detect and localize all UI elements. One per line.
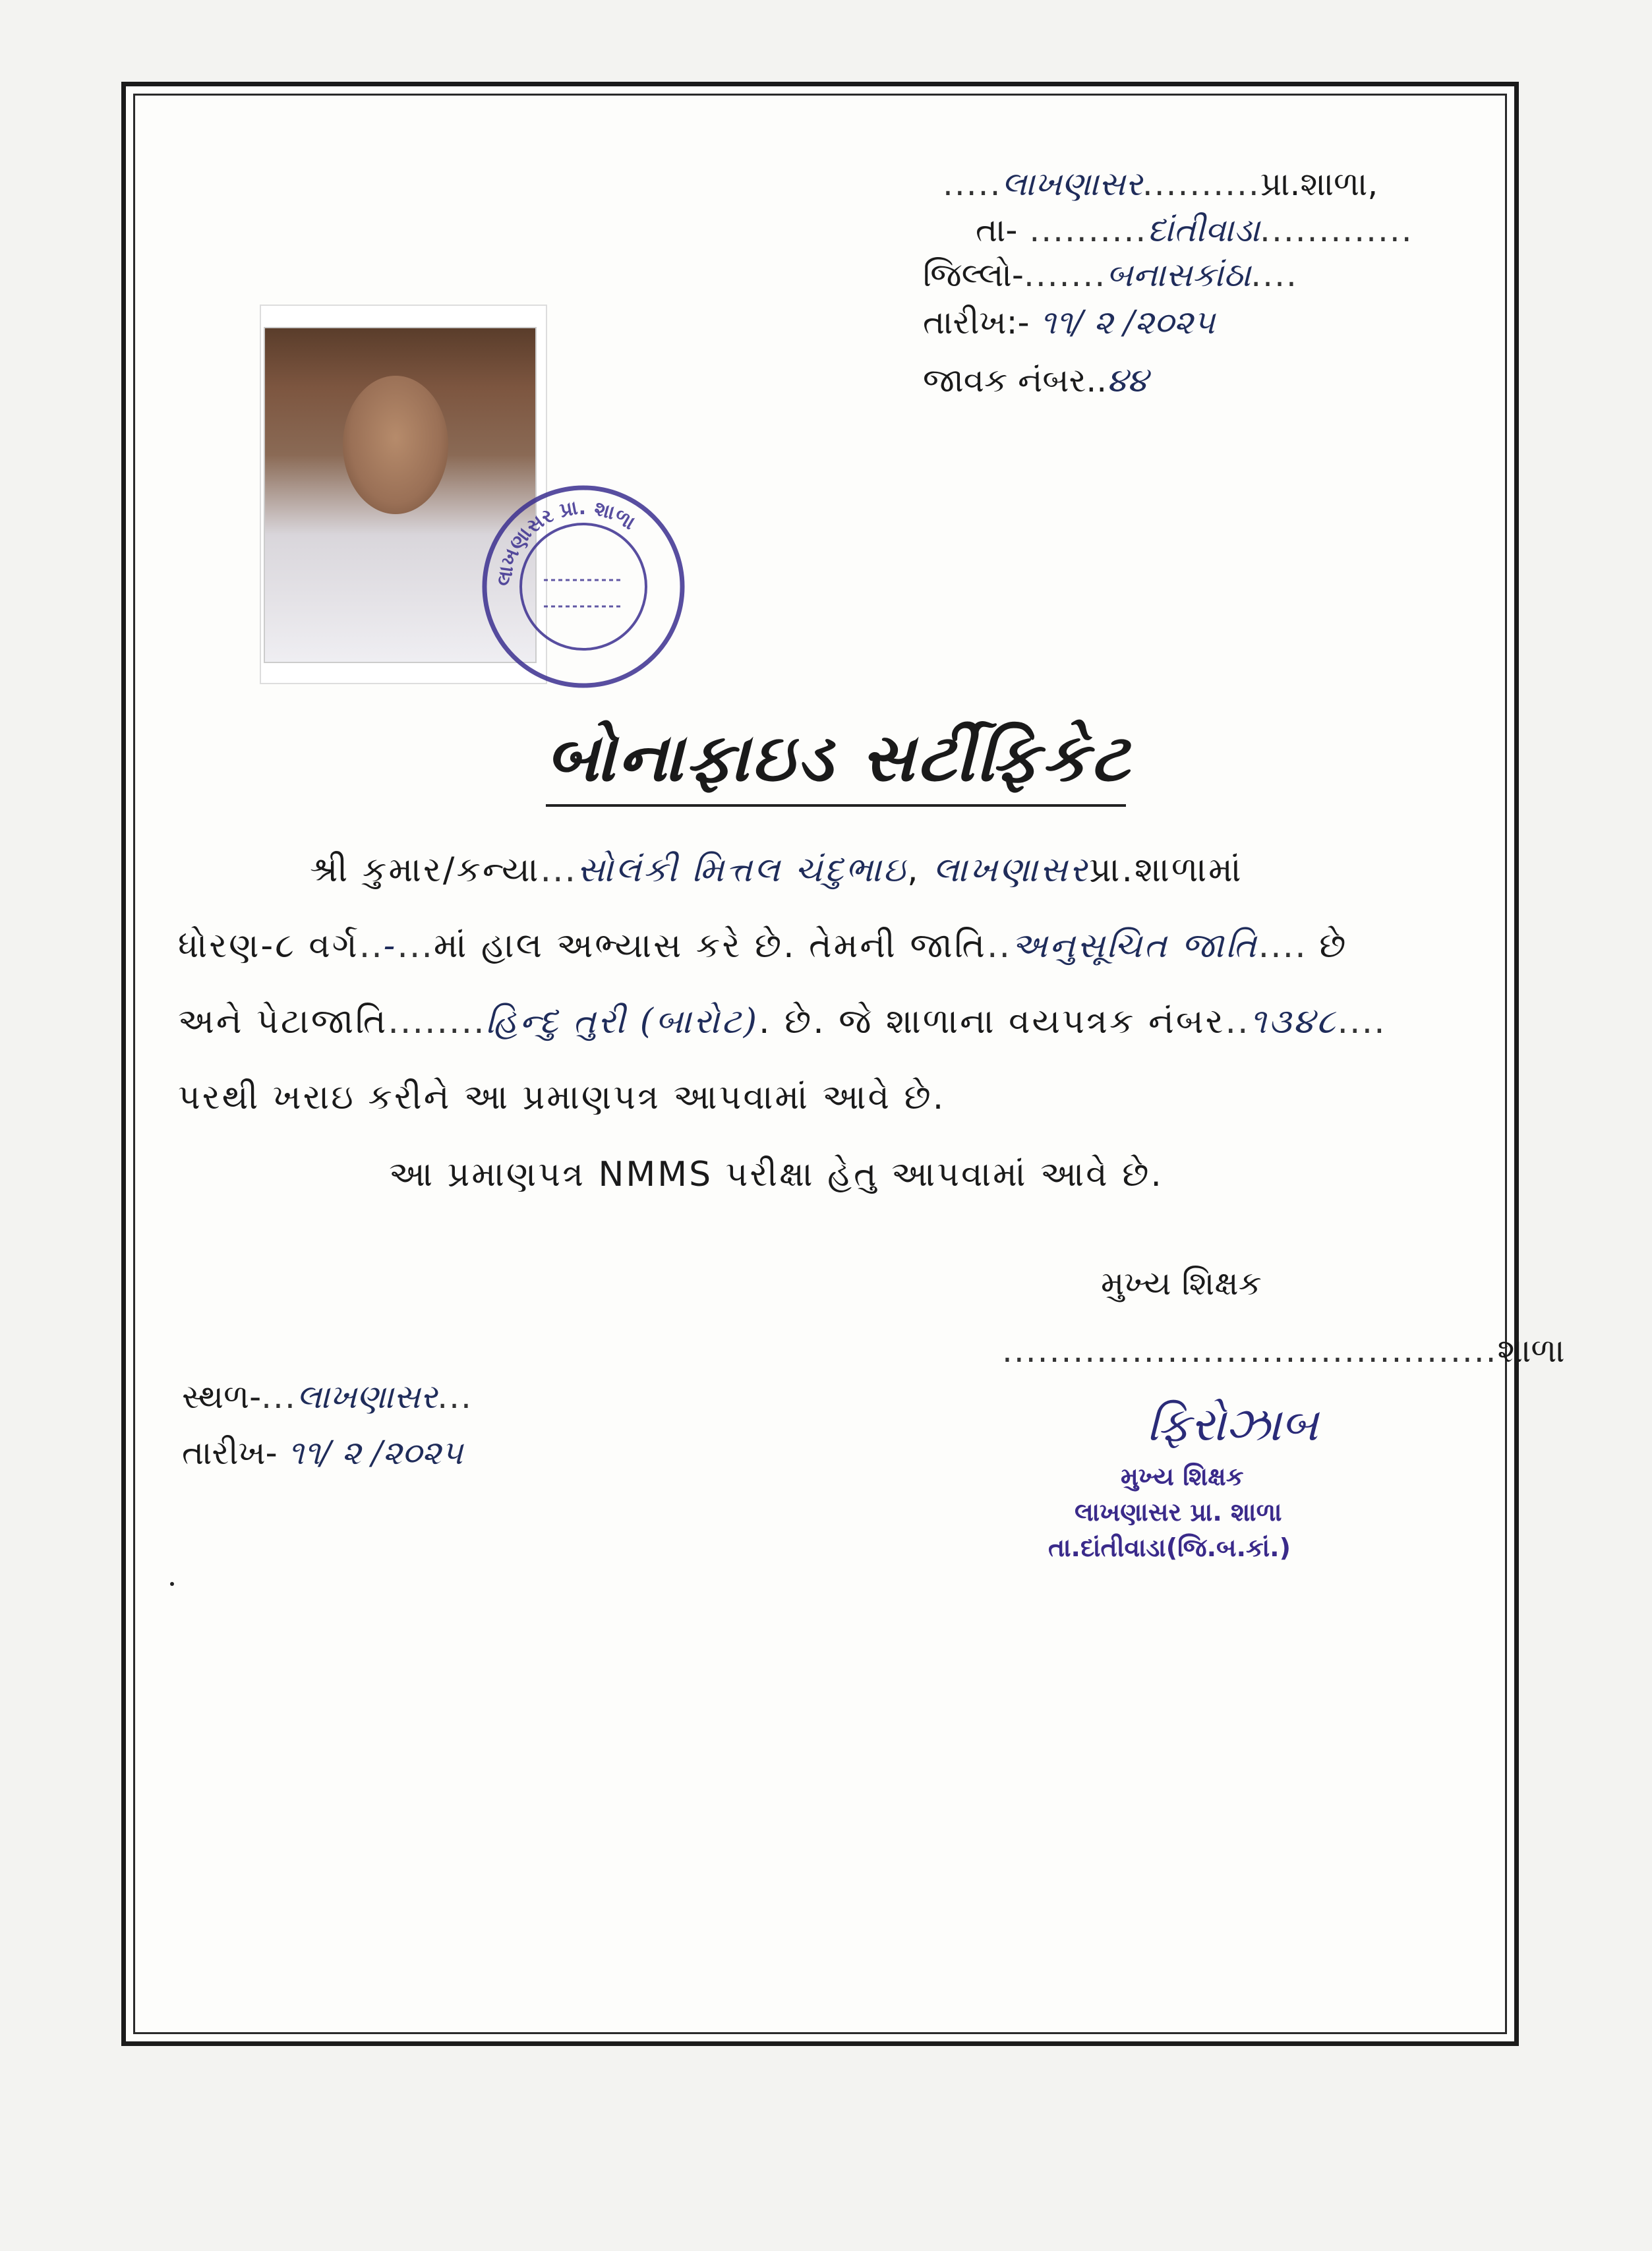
footer-date-line bbox=[182, 1434, 463, 1473]
footer-place-label: સ્થળ- bbox=[182, 1378, 262, 1416]
header-outward-line bbox=[923, 361, 1148, 400]
header-date-line bbox=[923, 303, 1215, 342]
class-value: - bbox=[383, 926, 398, 966]
footer-date-label: તારીખ- bbox=[182, 1434, 278, 1472]
header-district-value: બનાસકાંઠા bbox=[1106, 256, 1251, 294]
signature-stamp-line-3: તા.દાંતીવાડા(જિ.બ.કાં.) bbox=[1048, 1533, 1291, 1562]
body-line-5: આ પ્રમાણપત્ર NMMS પરીક્ષા હેતુ આપવામાં આવે છે. bbox=[389, 1155, 1164, 1194]
header-school-value: લાખણાસર bbox=[1001, 165, 1142, 203]
header-taluka-label: તા- bbox=[976, 211, 1018, 249]
header-date-value: ૧૧/ ૨ /૨૦૨૫ bbox=[1040, 303, 1215, 341]
header-school-suffix: પ્રા.શાળા, bbox=[1260, 165, 1378, 203]
header-school-line: .....લાખણાસર..........પ્રા.શાળા, bbox=[943, 165, 1378, 203]
header-outward-label: જાવક નંબર.. bbox=[923, 361, 1107, 399]
caste-value: અનુસૂચિત જાતિ bbox=[1011, 926, 1258, 966]
school-round-stamp bbox=[471, 475, 695, 699]
header-taluka-line: તા- ..........દાંતીવાડા............. bbox=[976, 211, 1413, 249]
head-teacher-role: મુખ્ય શિક્ષક bbox=[1101, 1264, 1262, 1302]
certificate-title: બોનાફાઇડ સર્ટીફિકેટ bbox=[546, 718, 1132, 796]
ink-speck bbox=[170, 1582, 174, 1586]
student-photo-face bbox=[343, 376, 448, 514]
footer-place-line: સ્થળ-...લાખણાસર... bbox=[182, 1378, 473, 1416]
body-l3-mid: છે. જે શાળાના વયપત્રક નંબર bbox=[784, 1002, 1225, 1041]
body-l2-mid: માં હાલ અભ્યાસ કરે છે. તેમની જાતિ bbox=[433, 926, 987, 966]
body-line-1: શ્રી કુમાર/કન્યા...સોલંકી મિત્તલ ચંદુભાઇ, લાખણાસરપ્રા.શાળામાં bbox=[310, 850, 1243, 890]
header-district-line: જિલ્લો-.......બનાસકાંઠા.... bbox=[923, 256, 1298, 294]
signature-stamp-line-1: મુખ્ય શિક્ષક bbox=[1121, 1462, 1244, 1491]
body-line-3: અને પેટાજાતિ........હિન્દુ તુરી (બારોટ). છે. જે શાળાના વયપત્રક નંબર..૧૩૪૮.... bbox=[178, 1002, 1386, 1041]
body-l1-suffix: પ્રા.શાળામાં bbox=[1089, 850, 1243, 890]
school-stamp-text: લાખણાસર પ્રા. શાળા bbox=[492, 496, 639, 588]
signature-school-line: ..........................................શાળા bbox=[1002, 1331, 1565, 1370]
register-number-value: ૧૩૪૮ bbox=[1249, 1002, 1338, 1041]
signature-stamp-line-2: લાખણાસર પ્રા. શાળા bbox=[1075, 1498, 1282, 1527]
subcaste-value: હિન્દુ તુરી (બારોટ) bbox=[485, 1002, 759, 1041]
body-l2-suffix: છે bbox=[1319, 926, 1348, 966]
student-name: સોલંકી મિત્તલ ચંદુભાઇ bbox=[577, 850, 908, 890]
header-district-label: જિલ્લો- bbox=[923, 256, 1024, 294]
title-underline bbox=[546, 804, 1126, 807]
body-school-value: લાખણાસર bbox=[933, 850, 1090, 890]
body-line-2: ધોરણ-૮ વર્ગ..-...માં હાલ અભ્યાસ કરે છે. તેમની જાતિ..અનુસૂચિત જાતિ.... છે bbox=[178, 926, 1348, 966]
header-date-label: તારીખ:- bbox=[923, 303, 1030, 341]
handwritten-signature: ફિરોઝાબ bbox=[1147, 1397, 1318, 1451]
header-outward-value: ૪૪ bbox=[1107, 361, 1148, 399]
body-line-4: પરથી ખરાઇ કરીને આ પ્રમાણપત્ર આપવામાં આવે છે. bbox=[178, 1078, 946, 1117]
footer-place-value: લાખણાસર bbox=[296, 1378, 438, 1416]
body-l3-prefix: અને પેટાજાતિ bbox=[178, 1002, 388, 1041]
svg-text:લાખણાસર પ્રા. શાળા bbox=[492, 496, 639, 587]
body-l2-prefix: ધોરણ-૮ વર્ગ bbox=[178, 926, 359, 966]
body-l1-prefix: શ્રી કુમાર/કન્યા bbox=[310, 850, 541, 890]
header-taluka-value: દાંતીવાડા bbox=[1147, 211, 1260, 249]
footer-date-value: ૧૧/ ૨ /૨૦૨૫ bbox=[287, 1434, 463, 1472]
signature-school-suffix: શાળા bbox=[1497, 1331, 1565, 1370]
